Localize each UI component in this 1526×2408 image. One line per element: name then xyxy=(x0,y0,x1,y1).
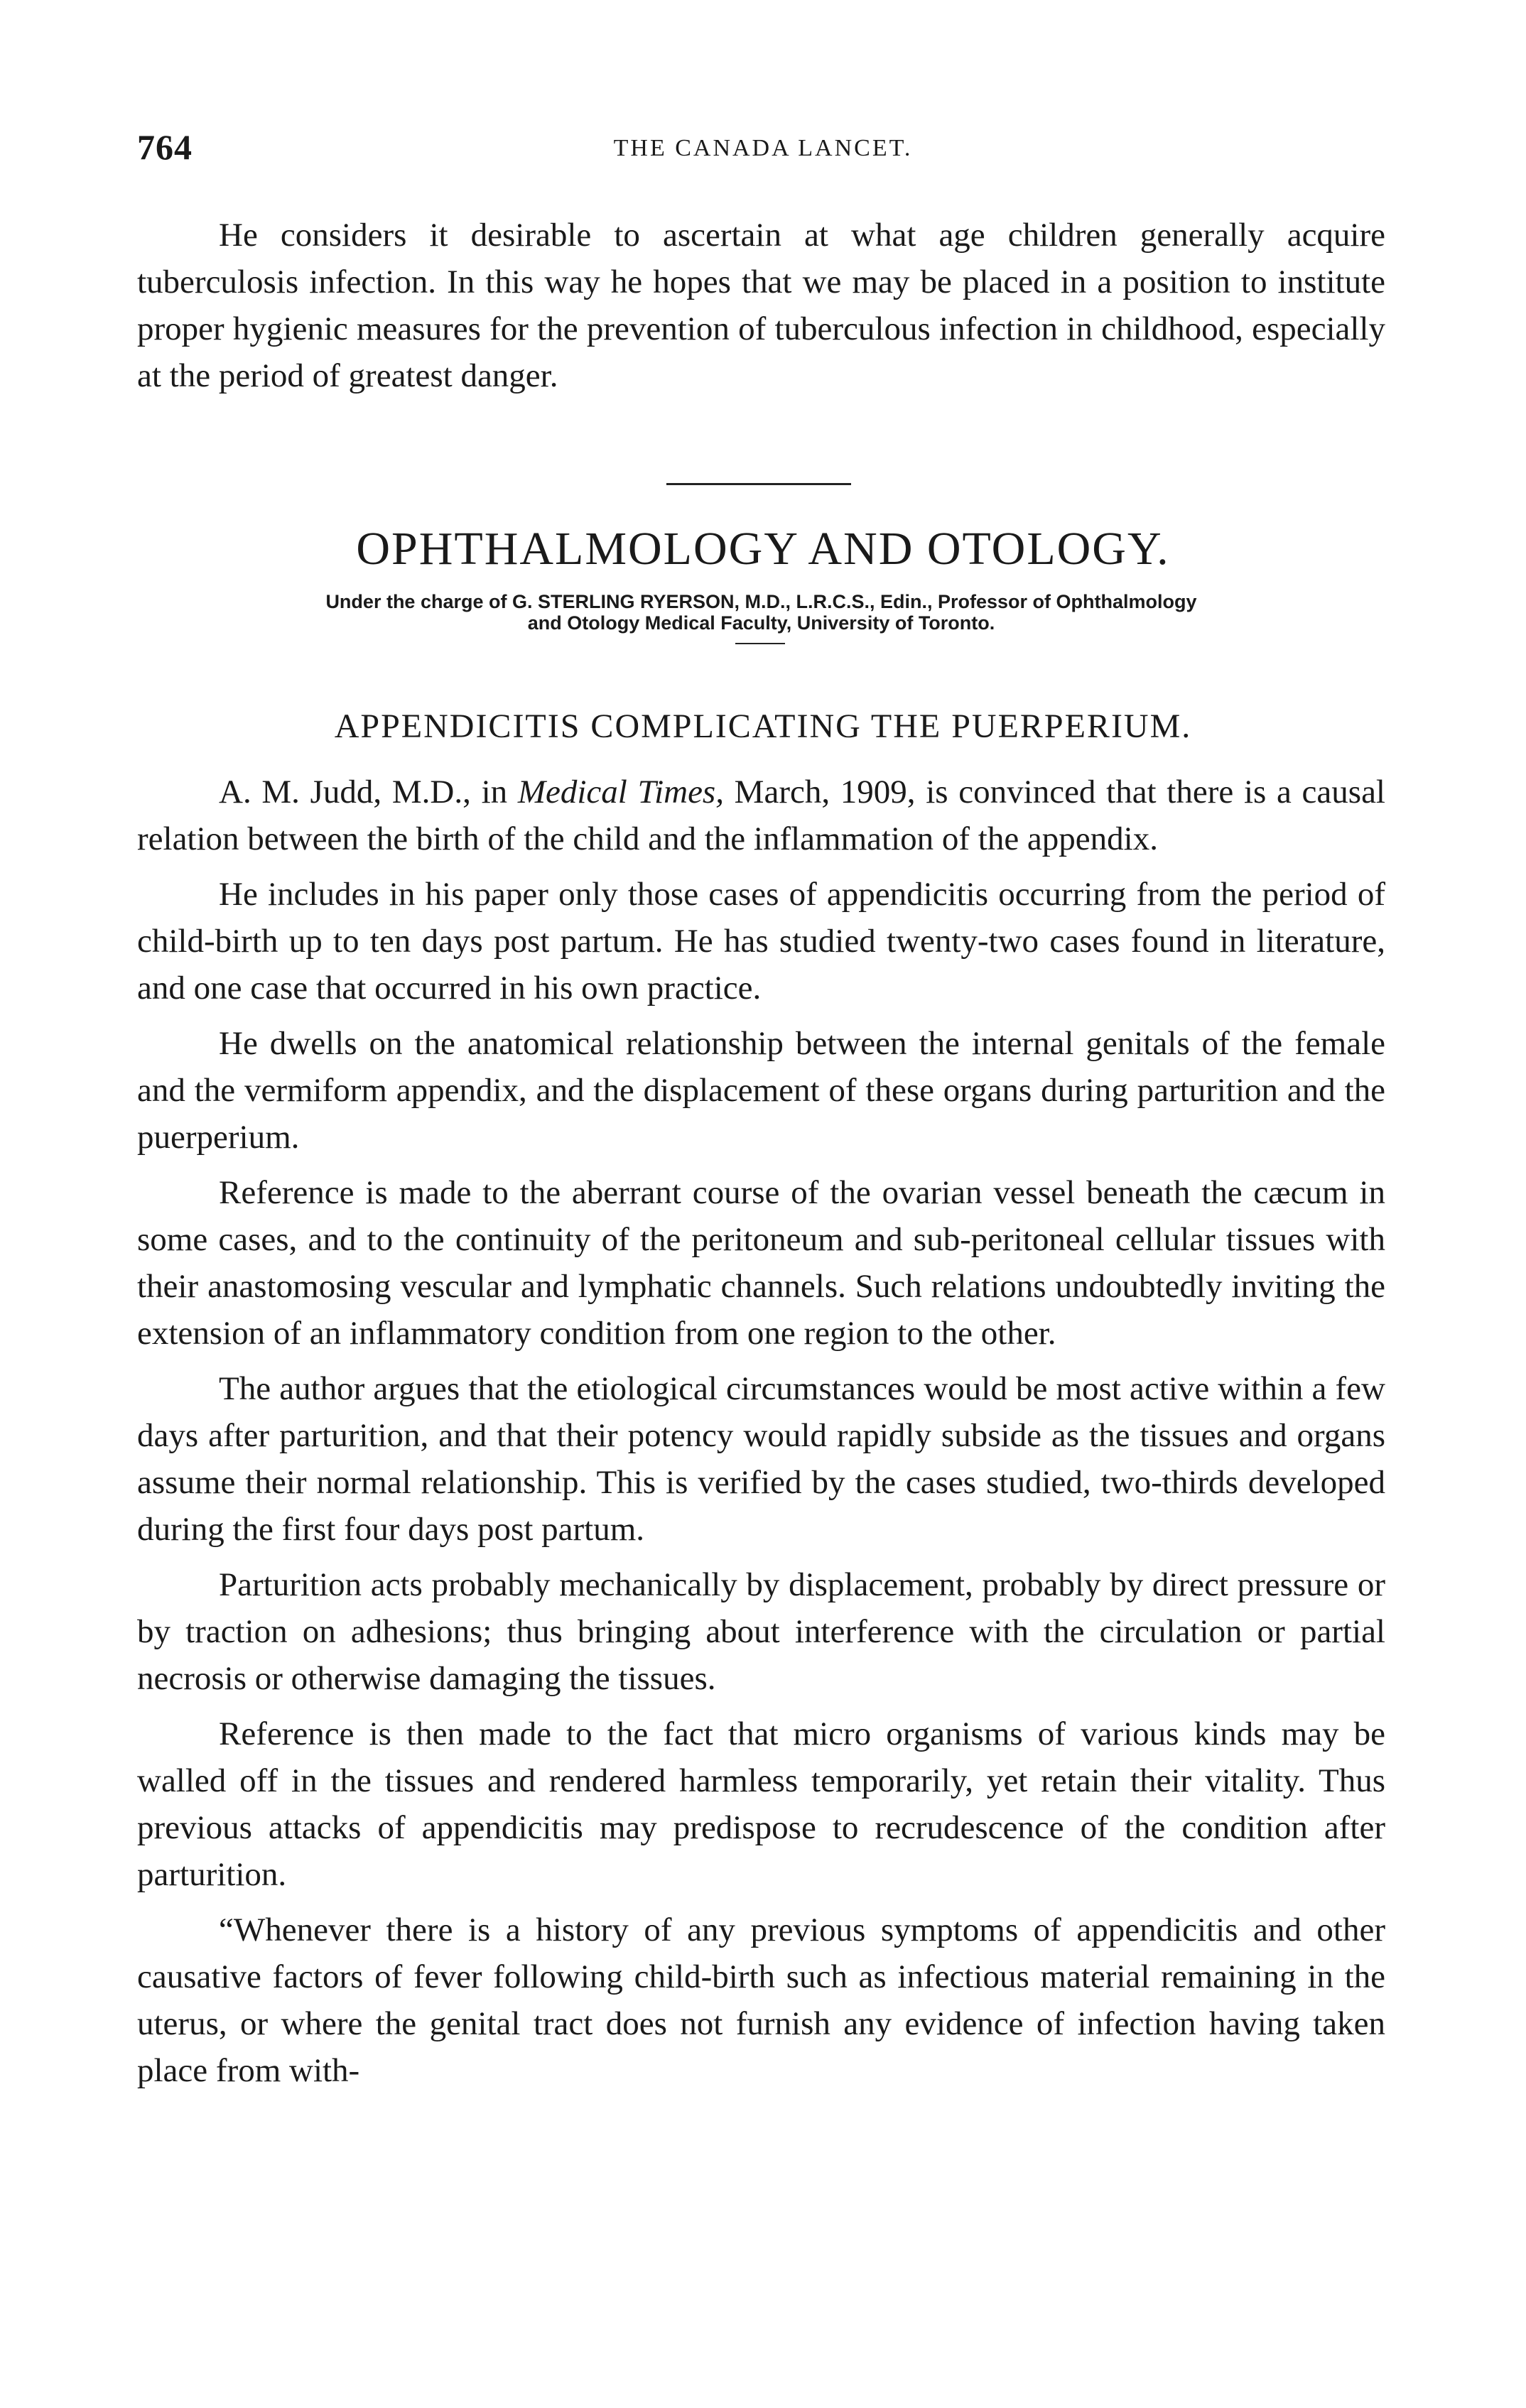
running-head: THE CANADA LANCET. xyxy=(613,135,913,161)
section-divider xyxy=(666,483,851,485)
journal-name: Medical Times, xyxy=(517,774,724,810)
page-number: 764 xyxy=(137,127,193,167)
article-paragraph: He dwells on the anatomical relationship between the internal genitals of the female and the vermiform appendix, and the displacement of these organs during parturition and the puerperium. xyxy=(137,1025,1385,1156)
intro-paragraph: He considers it desirable to ascertain at what age children generally acquire tuberculosis infection. In this way he hopes that we may be placed in a position to institute proper hygienic measures for the prevention of tuberculous infection in childhood, especially at the period of greatest danger. xyxy=(137,217,1385,394)
lead-text-before: A. M. Judd, M.D., in xyxy=(219,774,518,810)
lead-text-after: March, 1909, is convinced that there is a causal relation between the birth of the child and the inflammation of the appendix. xyxy=(137,774,1385,857)
article-paragraph: Parturition acts probably mechanically by displacement, probably by direct pressure or by traction on adhesions; thus bringing about interference with the circulation or partial necrosis or otherwise damaging the tissues. xyxy=(137,1566,1385,1697)
article-lead-paragraph xyxy=(137,769,1385,862)
article-paragraph: He includes in his paper only those cases of appendicitis occurring from the period of child-birth up to ten days post partum. He has studied twenty-two cases found in literature, and one case that occurred in his own practice. xyxy=(137,876,1385,1007)
article-paragraph: The author argues that the etiological circumstances would be most active within a few days after parturition, and that their potency would rapidly subside as the tissues and organs assume their normal relationship. This is verified by the cases studied, two-thirds developed during the first four days post partum. xyxy=(137,1370,1385,1548)
article-paragraph: Reference is made to the aberrant course of the ovarian vessel beneath the cæcum in some cases, and to the continuity of the peritoneum and sub-peritoneal cellular tissues with their anastomosing vescular and lymphatic channels. Such relations undoubtedly inviting the extension of an inflammatory condition from one region to the other. xyxy=(137,1174,1385,1352)
section-title: OPHTHALMOLOGY AND OTOLOGY. xyxy=(356,523,1170,575)
short-divider xyxy=(735,643,785,644)
editor-note-line-1: Under the charge of G. STERLING RYERSON, M.D., L.R.C.S., Edin., Professor of Ophthalmology xyxy=(325,591,1197,612)
article-title: APPENDICITIS COMPLICATING THE PUERPERIUM. xyxy=(334,707,1192,745)
editor-note-line-2: and Otology Medical Faculty, University of Toronto. xyxy=(527,612,995,634)
article-paragraph: “Whenever there is a history of any previous symptoms of appendicitis and other causative factors of fever following child-birth such as infectious material remaining in the uterus, or where the genital tract does not furnish any evidence of infection having taken place from with- xyxy=(137,1911,1385,2089)
article-paragraph: Reference is then made to the fact that micro organisms of various kinds may be walled off in the tissues and rendered harmless temporarily, yet retain their vitality. Thus previous attacks of appendicitis may predispose to recrudescence of the condition after parturition. xyxy=(137,1715,1385,1893)
section-editor-note xyxy=(137,591,1385,634)
article-body xyxy=(137,769,1385,2103)
